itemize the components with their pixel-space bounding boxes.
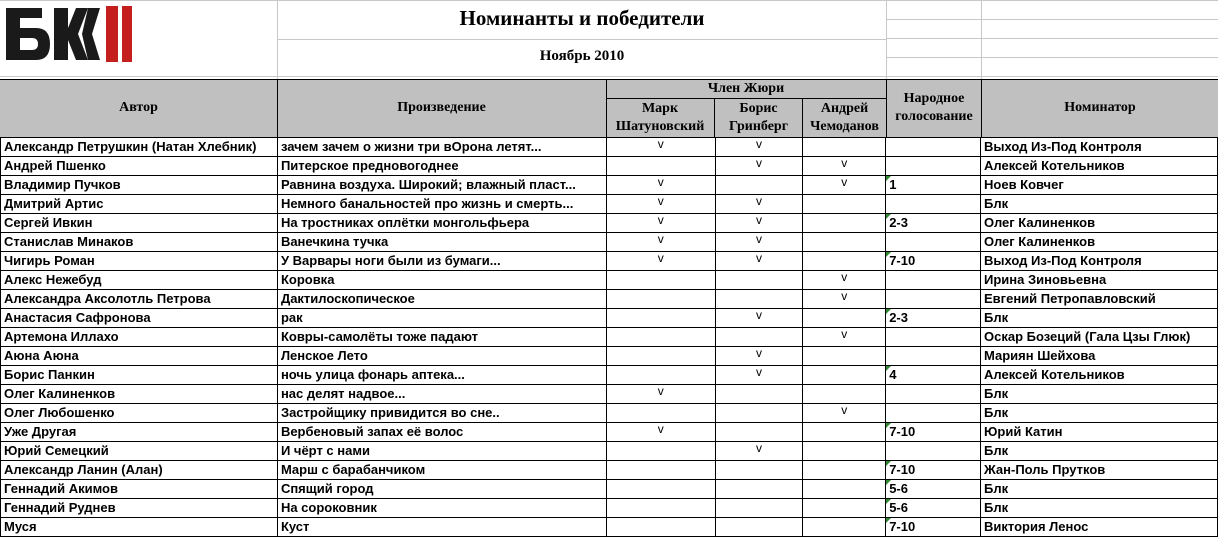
vote-cell[interactable]: 2-3: [886, 214, 981, 233]
vote-cell[interactable]: [886, 385, 981, 404]
author-cell[interactable]: Станислав Минаков: [1, 233, 278, 252]
work-cell[interactable]: Вербеновый запах её волос: [277, 423, 606, 442]
jury-boris-check[interactable]: [715, 385, 803, 404]
jury-boris-check[interactable]: v: [715, 252, 803, 271]
jury-mark-check[interactable]: v: [606, 233, 715, 252]
column-header-work: Произведение: [277, 79, 607, 137]
jury-mark-check[interactable]: v: [606, 252, 715, 271]
author-cell[interactable]: Геннадий Руднев: [1, 499, 278, 518]
jury-andrey-check[interactable]: [803, 195, 886, 214]
jury-andrey-check[interactable]: [803, 518, 886, 537]
jury-andrey-check[interactable]: [803, 461, 886, 480]
jury-andrey-check[interactable]: v: [803, 290, 886, 309]
jury-mark-check[interactable]: [606, 309, 715, 328]
table-row: [1, 271, 1218, 290]
jury-boris-check[interactable]: [715, 518, 803, 537]
column-header-jury-mark: Марк Шатуновский: [606, 99, 715, 137]
work-cell[interactable]: Коровка: [277, 271, 606, 290]
author-cell[interactable]: Уже Другая: [1, 423, 278, 442]
author-cell[interactable]: Борис Панкин: [1, 366, 278, 385]
table-row: [1, 404, 1218, 423]
jury-boris-check[interactable]: v: [715, 366, 803, 385]
table-row: [1, 442, 1218, 461]
author-cell[interactable]: Александра Аксолотль Петрова: [1, 290, 278, 309]
column-header-jury-andrey: Андрей Чемоданов: [803, 99, 887, 137]
table-row: [1, 328, 1218, 347]
work-cell[interactable]: ночь улица фонарь аптека...: [277, 366, 606, 385]
vote-cell[interactable]: 2-3: [886, 309, 981, 328]
vote-cell[interactable]: [886, 442, 981, 461]
column-header-author: Автор: [0, 79, 278, 137]
grid-line: [886, 0, 887, 79]
jury-boris-check[interactable]: [715, 271, 803, 290]
work-cell[interactable]: На сороковник: [277, 499, 606, 518]
vote-cell[interactable]: 1: [886, 176, 981, 195]
vote-cell[interactable]: 5-6: [886, 499, 981, 518]
jury-boris-check[interactable]: v: [715, 442, 803, 461]
nominator-cell[interactable]: Мариян Шейхова: [981, 347, 1218, 366]
author-cell[interactable]: Олег Калиненков: [1, 385, 278, 404]
jury-andrey-check[interactable]: [803, 423, 886, 442]
work-cell[interactable]: Немного банальностей про жизнь и смерть...: [277, 195, 606, 214]
table-row: [1, 423, 1218, 442]
jury-mark-check[interactable]: v: [606, 138, 715, 157]
nominator-cell[interactable]: Блк: [981, 385, 1218, 404]
jury-mark-check[interactable]: [606, 499, 715, 518]
jury-mark-check[interactable]: v: [606, 195, 715, 214]
author-cell[interactable]: Сергей Ивкин: [1, 214, 278, 233]
page-title: Номинанты и победители: [459, 6, 705, 30]
vote-cell[interactable]: 5-6: [886, 480, 981, 499]
jury-andrey-check[interactable]: [803, 233, 886, 252]
jury-boris-check[interactable]: [715, 480, 803, 499]
work-cell[interactable]: Ленское Лето: [277, 347, 606, 366]
nominator-cell[interactable]: Олег Калиненков: [981, 233, 1218, 252]
nominator-cell[interactable]: Блк: [981, 499, 1218, 518]
table-row: [1, 290, 1218, 309]
page-subtitle: Ноябрь 2010: [539, 48, 625, 64]
table-row: [1, 461, 1218, 480]
work-cell[interactable]: рак: [277, 309, 606, 328]
table-row: [1, 157, 1218, 176]
vote-cell[interactable]: [886, 138, 981, 157]
work-cell[interactable]: Ковры-самолёты тоже падают: [277, 328, 606, 347]
grid-line: [886, 38, 1218, 39]
jury-mark-check[interactable]: v: [606, 176, 715, 195]
jury-andrey-check[interactable]: [803, 442, 886, 461]
vote-cell[interactable]: [886, 328, 981, 347]
author-cell[interactable]: Владимир Пучков: [1, 176, 278, 195]
work-cell[interactable]: Ванечкина тучка: [277, 233, 606, 252]
grid-line: [277, 39, 886, 40]
grid-line: [886, 19, 1218, 20]
column-header-jury: Член Жюри: [606, 79, 887, 99]
grid-line: [0, 76, 1218, 77]
work-cell[interactable]: Питерское предновогоднее: [277, 157, 606, 176]
jury-andrey-check[interactable]: [803, 366, 886, 385]
nominator-cell[interactable]: Блк: [981, 309, 1218, 328]
work-cell[interactable]: У Варвары ноги были из бумаги...: [277, 252, 606, 271]
work-cell[interactable]: Марш с барабанчиком: [277, 461, 606, 480]
author-cell[interactable]: Александр Ланин (Алан): [1, 461, 278, 480]
jury-boris-check[interactable]: [715, 404, 803, 423]
author-cell[interactable]: Александр Петрушкин (Натан Хлебник): [1, 138, 278, 157]
jury-boris-check[interactable]: [715, 461, 803, 480]
author-cell[interactable]: Андрей Пшенко: [1, 157, 278, 176]
jury-andrey-check[interactable]: [803, 309, 886, 328]
jury-boris-check[interactable]: [715, 423, 803, 442]
jury-boris-check[interactable]: [715, 328, 803, 347]
jury-boris-check[interactable]: [715, 176, 803, 195]
column-header-jury-boris: Борис Гринберг: [715, 99, 803, 137]
vote-cell[interactable]: 7-10: [886, 423, 981, 442]
nominator-cell[interactable]: Блк: [981, 480, 1218, 499]
jury-boris-check[interactable]: [715, 499, 803, 518]
author-cell[interactable]: Юрий Семецкий: [1, 442, 278, 461]
table-row: [1, 499, 1218, 518]
vote-cell[interactable]: 7-10: [886, 518, 981, 537]
jury-mark-check[interactable]: [606, 518, 715, 537]
jury-boris-check[interactable]: v: [715, 214, 803, 233]
work-cell[interactable]: зачем зачем о жизни три вОрона летят...: [277, 138, 606, 157]
author-cell[interactable]: Геннадий Акимов: [1, 480, 278, 499]
jury-andrey-check[interactable]: v: [803, 328, 886, 347]
jury-boris-check[interactable]: v: [715, 233, 803, 252]
table-row: [1, 233, 1218, 252]
jury-boris-check[interactable]: v: [715, 157, 803, 176]
author-cell[interactable]: Анастасия Сафронова: [1, 309, 278, 328]
jury-boris-check[interactable]: v: [715, 195, 803, 214]
vote-cell[interactable]: [886, 404, 981, 423]
jury-mark-check[interactable]: [606, 328, 715, 347]
work-cell[interactable]: нас делят надвое...: [277, 385, 606, 404]
jury-mark-check[interactable]: [606, 461, 715, 480]
jury-mark-check[interactable]: [606, 271, 715, 290]
work-cell[interactable]: Куст: [277, 518, 606, 537]
jury-andrey-check[interactable]: v: [803, 404, 886, 423]
jury-andrey-check[interactable]: [803, 347, 886, 366]
jury-andrey-check[interactable]: [803, 480, 886, 499]
jury-boris-check[interactable]: v: [715, 347, 803, 366]
author-cell[interactable]: Алекс Нежебуд: [1, 271, 278, 290]
table-row: [1, 480, 1218, 499]
nominator-cell[interactable]: Алексей Котельников: [981, 366, 1218, 385]
table-row: [1, 347, 1218, 366]
table-row: [1, 366, 1218, 385]
jury-boris-check[interactable]: v: [715, 138, 803, 157]
jury-mark-check[interactable]: [606, 290, 715, 309]
jury-andrey-check[interactable]: v: [803, 176, 886, 195]
table-row: [1, 138, 1218, 157]
jury-boris-check[interactable]: [715, 290, 803, 309]
table-row: [1, 214, 1218, 233]
table-body: [1, 138, 1218, 537]
jury-andrey-check[interactable]: v: [803, 271, 886, 290]
vote-cell[interactable]: [886, 290, 981, 309]
jury-mark-check[interactable]: [606, 442, 715, 461]
nominator-cell[interactable]: Юрий Катин: [981, 423, 1218, 442]
jury-mark-check[interactable]: v: [606, 423, 715, 442]
jury-mark-check[interactable]: v: [606, 214, 715, 233]
jury-andrey-check[interactable]: [803, 499, 886, 518]
author-cell[interactable]: Аюна Аюна: [1, 347, 278, 366]
table-row: [1, 176, 1218, 195]
vote-cell[interactable]: [886, 347, 981, 366]
author-cell[interactable]: Дмитрий Артис: [1, 195, 278, 214]
work-cell[interactable]: Равнина воздуха. Широкий; влажный пласт...: [277, 176, 606, 195]
nominator-cell[interactable]: Жан-Поль Прутков: [981, 461, 1218, 480]
vote-cell[interactable]: [886, 157, 981, 176]
jury-boris-check[interactable]: v: [715, 309, 803, 328]
work-cell[interactable]: Спящий город: [277, 480, 606, 499]
vote-cell[interactable]: 7-10: [886, 252, 981, 271]
jury-mark-check[interactable]: [606, 404, 715, 423]
nominator-cell[interactable]: Выход Из-Под Контроля: [981, 252, 1218, 271]
jury-andrey-check[interactable]: [803, 385, 886, 404]
grid-line: [981, 0, 982, 79]
work-cell[interactable]: На тростниках оплётки монгольфьера: [277, 214, 606, 233]
nominator-cell[interactable]: Олег Калиненков: [981, 214, 1218, 233]
nominees-table: [0, 137, 1218, 537]
jury-mark-check[interactable]: [606, 157, 715, 176]
nominator-cell[interactable]: Ноев Ковчег: [981, 176, 1218, 195]
table-row: [1, 252, 1218, 271]
grid-line: [886, 57, 1218, 58]
column-header-nominator: Номинатор: [1064, 100, 1136, 115]
work-cell[interactable]: Застройщику привидится во сне..: [277, 404, 606, 423]
table-row: [1, 309, 1218, 328]
jury-mark-check[interactable]: [606, 480, 715, 499]
vote-cell[interactable]: [886, 233, 981, 252]
vote-cell[interactable]: [886, 271, 981, 290]
table-row: [1, 385, 1218, 404]
nominator-cell[interactable]: Блк: [981, 195, 1218, 214]
vote-cell[interactable]: 4: [886, 366, 981, 385]
jury-mark-check[interactable]: v: [606, 385, 715, 404]
nominator-cell[interactable]: Блк: [981, 442, 1218, 461]
nominator-cell[interactable]: Ирина Зиновьевна: [981, 271, 1218, 290]
jury-andrey-check[interactable]: v: [803, 157, 886, 176]
vote-cell[interactable]: 7-10: [886, 461, 981, 480]
work-cell[interactable]: И чёрт с нами: [277, 442, 606, 461]
logo-image: [2, 2, 136, 64]
nominator-cell[interactable]: Выход Из-Под Контроля: [981, 138, 1218, 157]
author-cell[interactable]: Олег Любошенко: [1, 404, 278, 423]
nominator-cell[interactable]: Виктория Ленос: [981, 518, 1218, 537]
nominator-cell[interactable]: Оскар Бозеций (Гала Цзы Глюк): [981, 328, 1218, 347]
author-cell[interactable]: Муся: [1, 518, 278, 537]
vote-cell[interactable]: [886, 195, 981, 214]
column-header-vote: Народное голосование: [887, 79, 982, 137]
nominator-cell[interactable]: Алексей Котельников: [981, 157, 1218, 176]
work-cell[interactable]: Дактилоскопическое: [277, 290, 606, 309]
table-row: [1, 518, 1218, 537]
grid-line: [0, 0, 1218, 1]
author-cell[interactable]: Артемона Иллахо: [1, 328, 278, 347]
jury-andrey-check[interactable]: [803, 214, 886, 233]
jury-mark-check[interactable]: [606, 347, 715, 366]
nominator-cell[interactable]: Евгений Петропавловский: [981, 290, 1218, 309]
jury-mark-check[interactable]: [606, 366, 715, 385]
jury-andrey-check[interactable]: [803, 138, 886, 157]
author-cell[interactable]: Чигирь Роман: [1, 252, 278, 271]
jury-andrey-check[interactable]: [803, 252, 886, 271]
table-row: [1, 195, 1218, 214]
nominator-cell[interactable]: Блк: [981, 404, 1218, 423]
